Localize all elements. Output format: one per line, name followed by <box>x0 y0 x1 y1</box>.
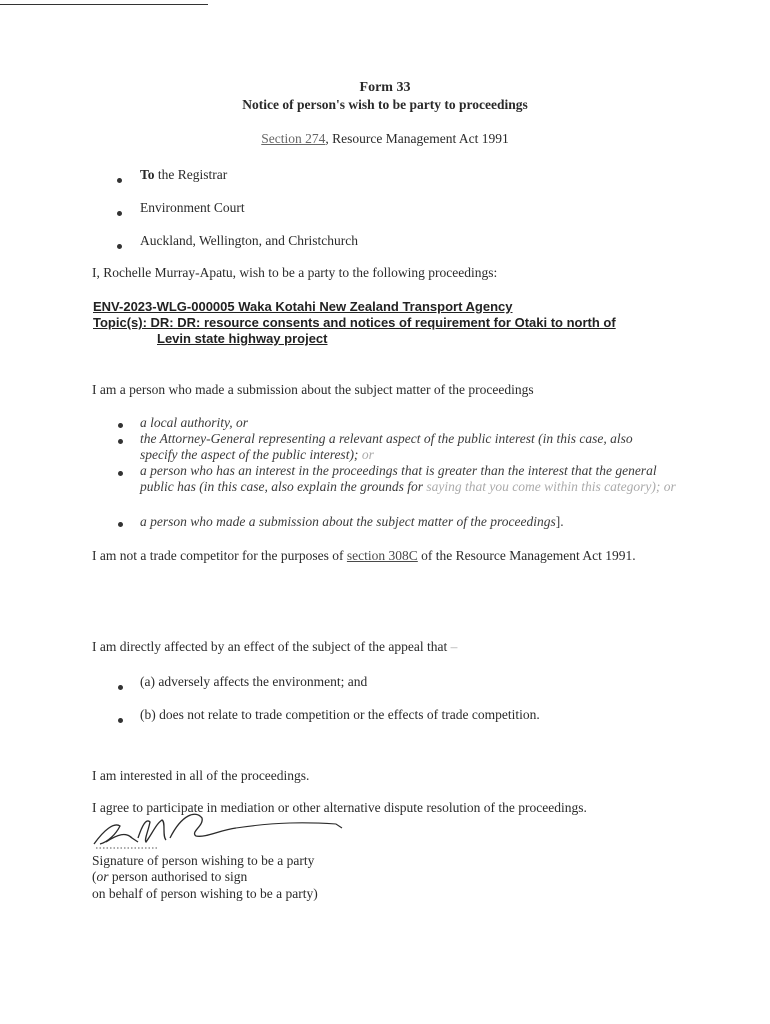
bullet <box>118 471 123 476</box>
recipient-locations: Auckland, Wellington, and Christchurch <box>140 233 358 248</box>
bullet <box>117 244 122 249</box>
section-reference <box>0 131 770 147</box>
directly-affected-statement <box>92 639 457 655</box>
paren-open: ( <box>92 869 97 884</box>
form-number: Form 33 <box>359 80 411 95</box>
trade-after: of the Resource Management Act 1991. <box>417 548 636 563</box>
handwritten-signature <box>86 808 356 850</box>
bullet <box>117 211 122 216</box>
bullet <box>118 423 123 428</box>
section-reference-rest: , Resource Management Act 1991 <box>325 131 509 146</box>
form-title: Notice of person's wish to be party to proceedings <box>242 97 528 112</box>
mediation-statement: I agree to participate in mediation or other alternative dispute resolution of the proceedings. <box>92 800 587 815</box>
bullet <box>118 522 123 527</box>
signature-caption: Signature of person wishing to be a party <box>92 853 315 868</box>
option-attorney-general-text: the Attorney-General representing a relevant aspect of the public interest (in this case, also specify the aspect of the public interest); <box>140 431 633 462</box>
submission-statement: I am a person who made a submission about the subject matter of the proceedings <box>92 382 534 397</box>
option-submitter <box>140 514 564 530</box>
option-greater-interest-text: a person who has an interest in the proceedings that is greater than the interest that the general public has (in this case, also explain the grounds for <box>140 463 657 494</box>
bullet <box>118 439 123 444</box>
proceeding-topic: Topic(s): DR: DR: resource consents and notices of requirement for Otaki to north of <box>93 315 616 330</box>
option-attorney-general <box>140 431 660 463</box>
section-274-link[interactable]: Section 274 <box>261 131 326 146</box>
to-label: To <box>140 167 155 182</box>
option-local-authority: a local authority, or <box>140 415 248 430</box>
recipient-court: Environment Court <box>140 200 245 215</box>
registrar-text: the Registrar <box>154 167 228 182</box>
trade-before: I am not a trade competitor for the purposes of <box>92 548 347 563</box>
bullet <box>117 178 122 183</box>
proceeding-topic-cont: Levin state highway project <box>157 331 328 346</box>
signature-behalf: on behalf of person wishing to be a party) <box>92 886 318 901</box>
or-italic: or <box>96 869 109 884</box>
bullet <box>118 685 123 690</box>
proceeding-id: ENV-2023-WLG-000005 Waka Kotahi New Zealand Transport Agency <box>93 299 513 314</box>
option-submitter-close: ]. <box>555 514 564 529</box>
directly-affected-faint: – <box>450 639 458 654</box>
signature-authorised <box>92 869 247 885</box>
option-attorney-general-faint: or <box>361 447 374 462</box>
scan-artifact-line <box>0 4 208 5</box>
interest-statement: I am interested in all of the proceedings. <box>92 768 310 783</box>
option-submitter-text: a person who made a submission about the subject matter of the proceedings <box>140 514 556 529</box>
option-greater-interest <box>140 463 680 495</box>
recipient-registrar <box>140 167 227 183</box>
affected-b: (b) does not relate to trade competition or the effects of trade competition. <box>140 707 540 722</box>
section-308c-link[interactable]: section 308C <box>346 548 418 563</box>
bullet <box>118 718 123 723</box>
directly-affected-text: I am directly affected by an effect of the subject of the appeal that <box>92 639 448 654</box>
option-greater-interest-faint: saying that you come within this category); or <box>426 479 676 494</box>
authorised-rest: person authorised to sign <box>108 869 248 884</box>
affected-a: (a) adversely affects the environment; and <box>140 674 368 689</box>
intro-statement: I, Rochelle Murray-Apatu, wish to be a party to the following proceedings: <box>92 265 498 280</box>
trade-competitor-statement <box>92 547 672 564</box>
